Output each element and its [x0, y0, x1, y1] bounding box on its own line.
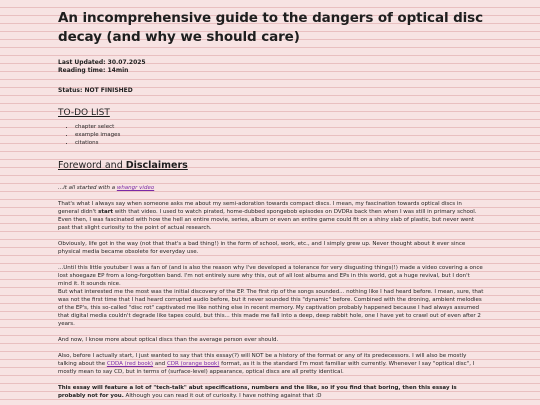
- p7-text: Although you can read it out of curiosity. I have nothing against that :D: [123, 393, 322, 399]
- whangr-video-link[interactable]: whangr video: [116, 185, 155, 191]
- last-updated: [58, 59, 484, 67]
- paragraph-4: But what interested me the most was the initial discovery of the EP. The first rip of the songs sounded... nothing like I had heard before. I mean, sure, that was not the first time that I had heard corrupted audio before, but it never sounded this "dynamic" before. Combined with the droning, ambient melodies of the EP's, this so-called "disc rot" captivated me like nothing else in recent memory. My captivation probably happened because I had always assumed that digital media couldn't degrade like tapes could, but this... this made me fall into a deep, deep rabbit hole, one I have yet to crawl out of even after 2 years.: [58, 289, 484, 327]
- reading-time-label: Reading time:: [58, 67, 106, 74]
- paragraph-5: And now, I know more about optical discs than the average person ever should.: [58, 337, 279, 343]
- p1-text-b: with that video. I used to watch pirated, home-dubbed spongebob episodes on DVDRs back then when I was still in primary school. Even then, I was fascinated with how the hell an entire movie, series, album or even an entire game could fit on a shiny slab of plastic, but never went past that slight curiosity to the point of actual research.: [58, 209, 477, 231]
- page-title: An incomprehensive guide to the dangers of optical disc decay (and why we should care): [58, 10, 484, 45]
- last-updated-value: 30.07.2025: [107, 59, 146, 66]
- paragraph-3: ...Until this little youtuber I was a fan of (and is also the reason why I've developed a tolerance for very disgusting things(!) made a video covering a once lost shoegaze EP from a long-forgotten band. I'm not entirely sure why this, out of all lost albums and EPs in this world, got a huge revival, but I don't mind it. It sounds nice.: [58, 265, 483, 287]
- intro-line: [58, 184, 484, 192]
- todo-list: [58, 123, 484, 147]
- reading-time-value: 14min: [107, 67, 129, 74]
- paragraph-2: Obviously, life got in the way (not that that's a bad thing!) in the form of school, work, etc., and I simply grew up. Never thought about it ever since physical media became obsolete for everyday use.: [58, 241, 466, 255]
- section-title-part2: Disclaimers: [125, 160, 188, 171]
- cdr-link[interactable]: CDR (orange book): [166, 361, 220, 367]
- todo-item: • example images: [75, 131, 484, 139]
- p1-bold: start: [98, 209, 114, 215]
- paragraph-6: [58, 352, 484, 376]
- p6-text-c: format, as it is the standard I'm most familiar with currently. Whenever I say "optical disc", I mostly mean to say CD, but in terms of (surface-level) appearance, optical discs are all pretty identical.: [58, 361, 475, 375]
- status-line: [58, 87, 484, 95]
- status-value: NOT FINISHED: [84, 87, 133, 94]
- p6-text-a: Also, before I actually start, I just wanted to say that this essay(?) will NOT be a history of the format or any of its predecessors. I will also be mostly talking about the: [58, 353, 467, 367]
- todo-title: TO-DO LIST: [58, 108, 110, 118]
- reading-time: [58, 67, 484, 75]
- section-title: [58, 160, 484, 172]
- meta-block: [58, 59, 484, 75]
- todo-item: • chapter select: [75, 123, 484, 131]
- paragraph-7: [58, 384, 484, 400]
- status-label: Status:: [58, 87, 83, 94]
- paragraph-1: [58, 200, 484, 232]
- section-title-part1: Foreword and: [58, 160, 126, 171]
- p1-text-a: That's what I always say when someone asks me about my semi-adoration towards compact discs. I mean, my fascination towards optical discs in general didn't: [58, 201, 462, 215]
- intro-text: ...it all started with a: [58, 185, 117, 191]
- last-updated-label: Last Updated:: [58, 59, 106, 66]
- cdda-link[interactable]: CDDA (red book): [106, 361, 154, 367]
- p6-text-b: and: [153, 361, 167, 367]
- p7-bold: This essay will feature a lot of "tech-talk" abut specifications, numbers and the like, so if you find that boring, then this essay is probably not for you.: [58, 385, 457, 399]
- todo-item: • citations: [75, 139, 484, 147]
